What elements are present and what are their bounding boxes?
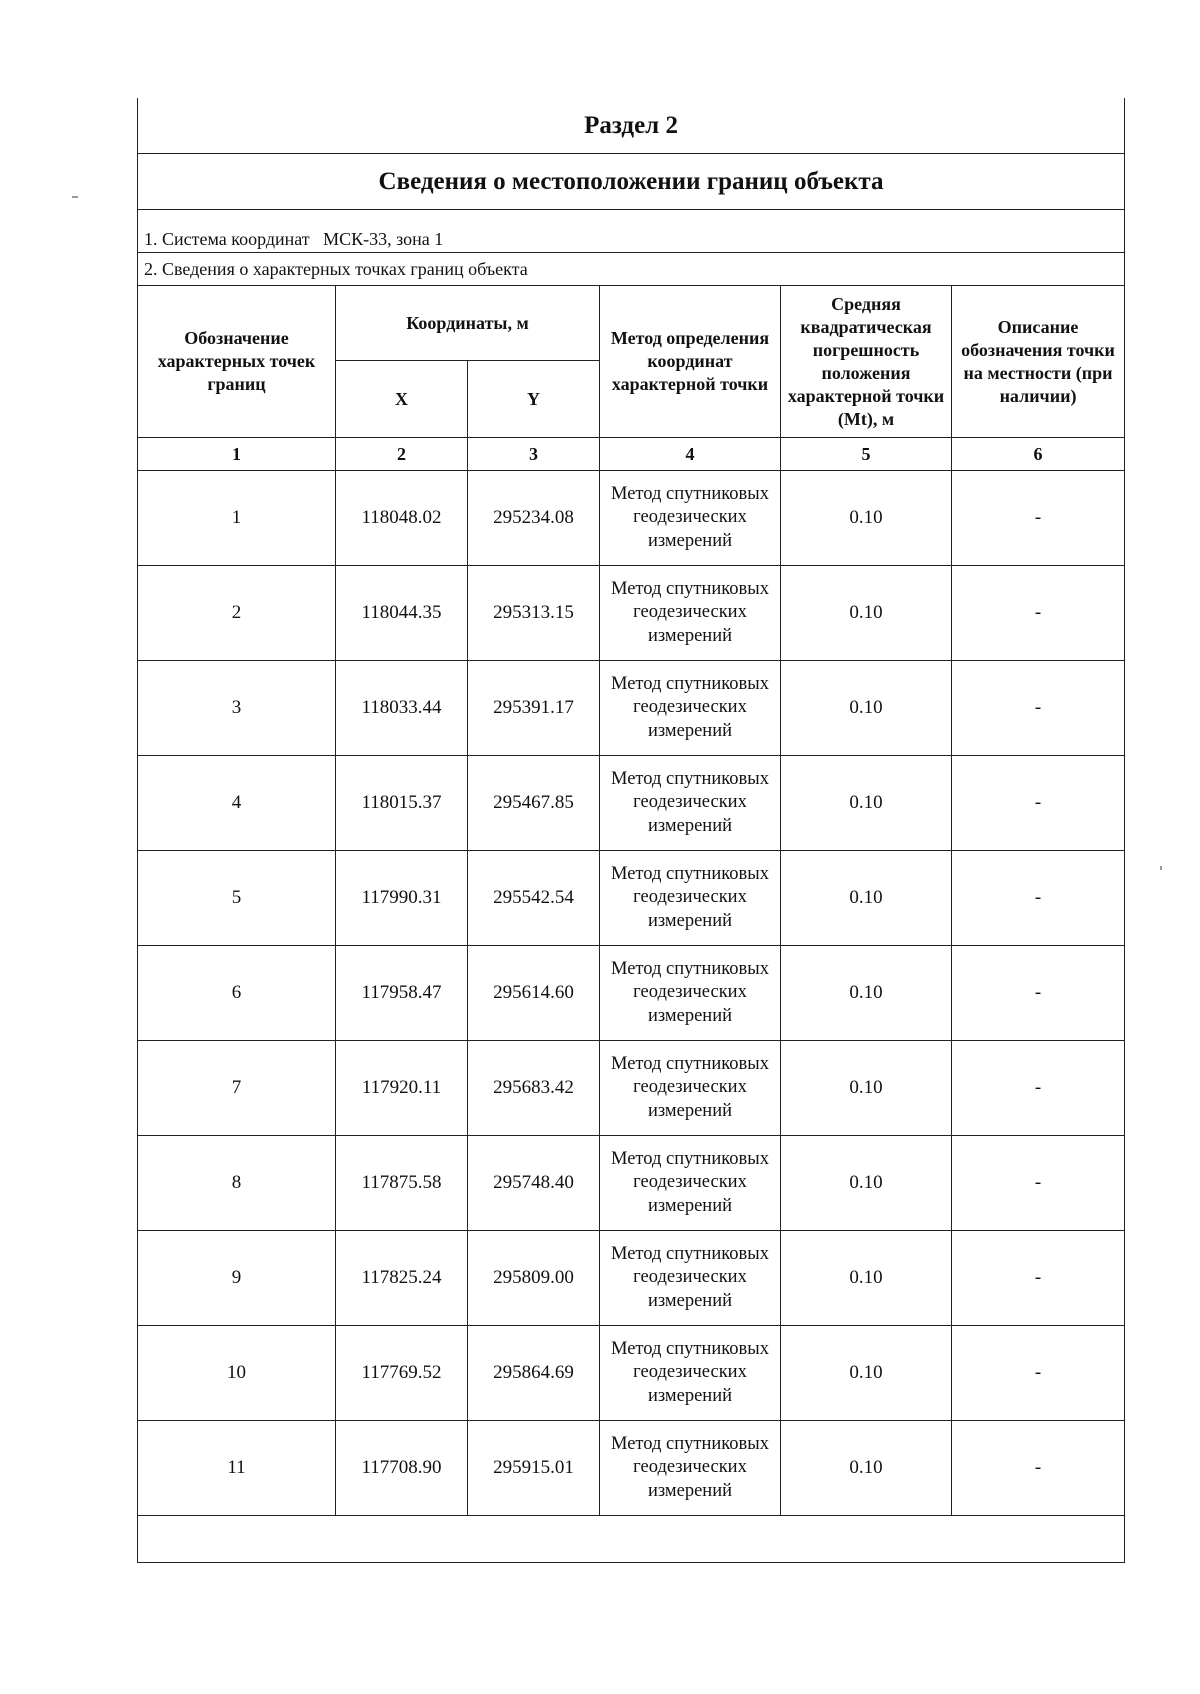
table-row — [138, 946, 1125, 1041]
method: Метод спутниковых геодезических измерений — [600, 1421, 781, 1516]
point-id: 7 — [138, 1041, 336, 1136]
mean-square-error: 0.10 — [781, 1136, 952, 1231]
coordinate-y: 295313.15 — [468, 566, 600, 661]
mean-square-error: 0.10 — [781, 1231, 952, 1326]
section-title: Раздел 2 — [138, 98, 1125, 154]
point-id: 4 — [138, 756, 336, 851]
coordinate-x: 117958.47 — [336, 946, 468, 1041]
mean-square-error: 0.10 — [781, 851, 952, 946]
point-description: - — [952, 1231, 1125, 1326]
header-error: Средняя квадратическая погрешность положения характерной точки (Mt), м — [781, 286, 952, 438]
header-designation: Обозначение характерных точек границ — [138, 286, 336, 438]
point-description: - — [952, 1041, 1125, 1136]
table-row — [138, 1041, 1125, 1136]
point-description: - — [952, 1421, 1125, 1516]
coordinate-x: 117708.90 — [336, 1421, 468, 1516]
point-id: 8 — [138, 1136, 336, 1231]
coordinate-y: 295748.40 — [468, 1136, 600, 1231]
column-number: 2 — [336, 438, 468, 471]
coordinate-y: 295915.01 — [468, 1421, 600, 1516]
coordinate-y: 295234.08 — [468, 471, 600, 566]
coordinate-y: 295683.42 — [468, 1041, 600, 1136]
method: Метод спутниковых геодезических измерений — [600, 1231, 781, 1326]
document-page — [137, 98, 1124, 1563]
header-description: Описание обозначения точки на местности (при наличии) — [952, 286, 1125, 438]
method: Метод спутниковых геодезических измерений — [600, 851, 781, 946]
coordinate-x: 117920.11 — [336, 1041, 468, 1136]
method: Метод спутниковых геодезических измерений — [600, 1041, 781, 1136]
point-description: - — [952, 946, 1125, 1041]
table-row — [138, 1231, 1125, 1326]
point-id: 1 — [138, 471, 336, 566]
column-number: 4 — [600, 438, 781, 471]
coordinate-x: 117875.58 — [336, 1136, 468, 1231]
table-row — [138, 661, 1125, 756]
mean-square-error: 0.10 — [781, 946, 952, 1041]
method: Метод спутниковых геодезических измерений — [600, 1136, 781, 1231]
method: Метод спутниковых геодезических измерений — [600, 1326, 781, 1421]
mean-square-error: 0.10 — [781, 661, 952, 756]
coordinate-y: 295467.85 — [468, 756, 600, 851]
column-number: 5 — [781, 438, 952, 471]
coordinate-x: 118044.35 — [336, 566, 468, 661]
point-description: - — [952, 756, 1125, 851]
header-coordinates: Координаты, м — [336, 286, 600, 361]
coordinate-x: 118048.02 — [336, 471, 468, 566]
coordinate-x: 118015.37 — [336, 756, 468, 851]
point-id: 11 — [138, 1421, 336, 1516]
point-description: - — [952, 471, 1125, 566]
point-description: - — [952, 1326, 1125, 1421]
mean-square-error: 0.10 — [781, 1421, 952, 1516]
coordinate-y: 295542.54 — [468, 851, 600, 946]
coordinate-system-label: 1. Система координат — [144, 229, 310, 249]
point-id: 3 — [138, 661, 336, 756]
coordinate-system-value: МСК-33, зона 1 — [323, 229, 444, 249]
point-id: 9 — [138, 1231, 336, 1326]
header-x: X — [336, 361, 468, 438]
point-id: 10 — [138, 1326, 336, 1421]
mean-square-error: 0.10 — [781, 471, 952, 566]
points-section-label: 2. Сведения о характерных точках границ объекта — [138, 253, 1125, 286]
header-method: Метод определения координат характерной точки — [600, 286, 781, 438]
coordinate-x: 117825.24 — [336, 1231, 468, 1326]
point-description: - — [952, 1136, 1125, 1231]
point-description: - — [952, 566, 1125, 661]
table-row — [138, 471, 1125, 566]
column-number: 1 — [138, 438, 336, 471]
column-numbers-row — [138, 438, 1125, 471]
table-row — [138, 1136, 1125, 1231]
scan-mark — [1160, 866, 1162, 870]
table-row — [138, 1326, 1125, 1421]
table-row — [138, 851, 1125, 946]
point-id: 2 — [138, 566, 336, 661]
table-row — [138, 1421, 1125, 1516]
table-footer-empty-row — [138, 1516, 1125, 1563]
coordinate-y: 295391.17 — [468, 661, 600, 756]
coordinate-y: 295614.60 — [468, 946, 600, 1041]
point-id: 5 — [138, 851, 336, 946]
column-number: 6 — [952, 438, 1125, 471]
coordinate-system-row — [138, 210, 1125, 253]
method: Метод спутниковых геодезических измерений — [600, 756, 781, 851]
coordinate-y: 295809.00 — [468, 1231, 600, 1326]
scan-mark — [72, 196, 78, 198]
coordinate-x: 117769.52 — [336, 1326, 468, 1421]
method: Метод спутниковых геодезических измерений — [600, 661, 781, 756]
boundary-points-table — [137, 98, 1125, 1563]
document-subtitle: Сведения о местоположении границ объекта — [138, 154, 1125, 210]
column-number: 3 — [468, 438, 600, 471]
table-row — [138, 756, 1125, 851]
mean-square-error: 0.10 — [781, 1326, 952, 1421]
method: Метод спутниковых геодезических измерений — [600, 566, 781, 661]
point-description: - — [952, 661, 1125, 756]
coordinate-y: 295864.69 — [468, 1326, 600, 1421]
point-id: 6 — [138, 946, 336, 1041]
mean-square-error: 0.10 — [781, 1041, 952, 1136]
table-row — [138, 566, 1125, 661]
mean-square-error: 0.10 — [781, 756, 952, 851]
coordinate-x: 117990.31 — [336, 851, 468, 946]
point-description: - — [952, 851, 1125, 946]
mean-square-error: 0.10 — [781, 566, 952, 661]
coordinate-x: 118033.44 — [336, 661, 468, 756]
method: Метод спутниковых геодезических измерений — [600, 471, 781, 566]
method: Метод спутниковых геодезических измерений — [600, 946, 781, 1041]
header-y: Y — [468, 361, 600, 438]
